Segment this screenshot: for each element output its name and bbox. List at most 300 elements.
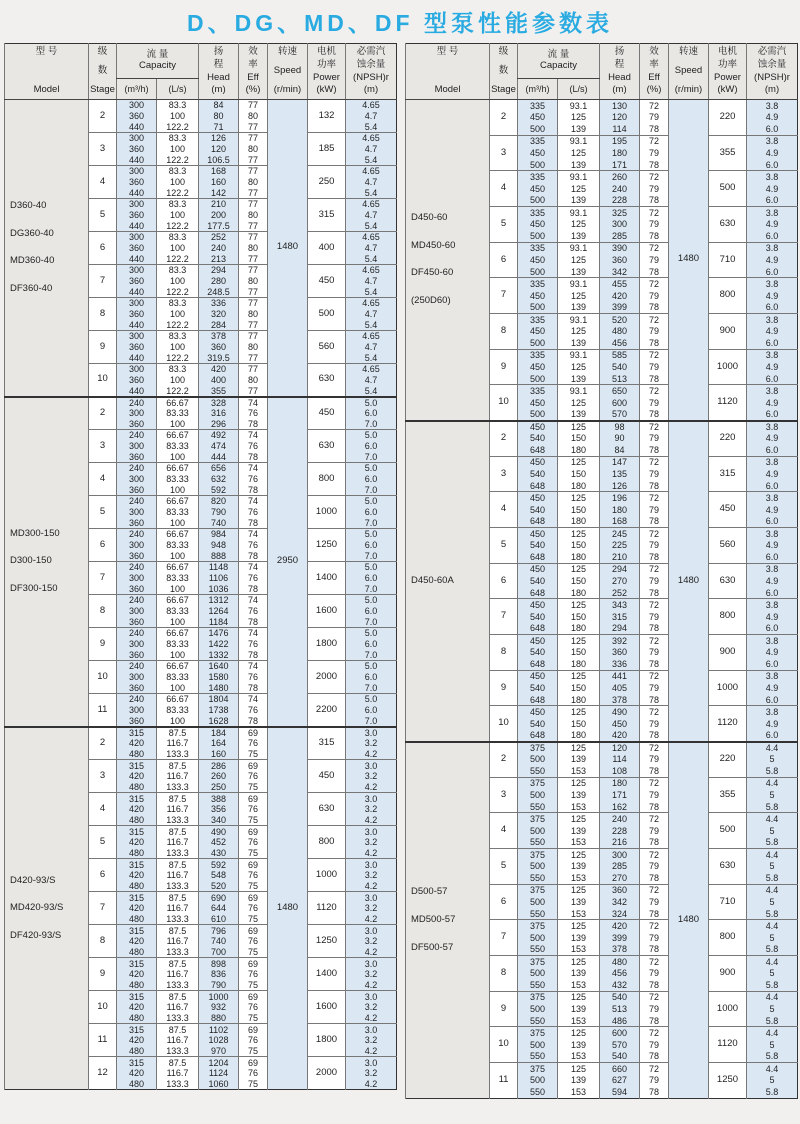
cell-flow-m3h: 450 bbox=[518, 147, 558, 159]
cell-flow-m3h: 648 bbox=[518, 623, 558, 635]
stage-cell: 9 bbox=[490, 991, 518, 1027]
pump-table-left bbox=[4, 43, 397, 1090]
cell-eff: 77 bbox=[239, 155, 268, 166]
cell-npsh: 6.0 bbox=[747, 409, 798, 421]
cell-eff: 76 bbox=[239, 738, 268, 749]
cell-npsh: 3.8 bbox=[747, 100, 798, 112]
cell-eff: 78 bbox=[640, 302, 669, 314]
cell-head: 570 bbox=[600, 409, 640, 421]
cell-npsh: 3.8 bbox=[747, 385, 798, 397]
cell-flow-ls: 122.2 bbox=[157, 188, 199, 199]
cell-eff: 75 bbox=[239, 1079, 268, 1090]
cell-eff: 78 bbox=[239, 716, 268, 727]
cell-flow-m3h: 360 bbox=[117, 210, 157, 221]
cell-flow-m3h: 480 bbox=[117, 980, 157, 991]
cell-head: 1476 bbox=[199, 628, 239, 639]
cell-eff: 78 bbox=[640, 337, 669, 349]
cell-npsh: 5.0 bbox=[346, 628, 397, 639]
cell-flow-m3h: 500 bbox=[518, 789, 558, 801]
cell-eff: 75 bbox=[239, 1046, 268, 1057]
cell-npsh: 5 bbox=[747, 861, 798, 873]
cell-npsh: 3.8 bbox=[747, 456, 798, 468]
cell-flow-m3h: 500 bbox=[518, 302, 558, 314]
cell-flow-ls: 100 bbox=[157, 210, 199, 221]
cell-head: 444 bbox=[199, 452, 239, 463]
cell-eff: 79 bbox=[640, 432, 669, 444]
power-cell: 1400 bbox=[308, 958, 346, 991]
stage-cell: 3 bbox=[490, 777, 518, 813]
cell-flow-m3h: 360 bbox=[117, 419, 157, 430]
cell-eff: 77 bbox=[239, 232, 268, 243]
cell-head: 548 bbox=[199, 870, 239, 881]
cell-npsh: 3.2 bbox=[346, 837, 397, 848]
cell-head: 888 bbox=[199, 551, 239, 562]
cell-npsh: 4.7 bbox=[346, 144, 397, 155]
cell-flow-ls: 116.7 bbox=[157, 1002, 199, 1013]
cell-head: 106.5 bbox=[199, 155, 239, 166]
cell-npsh: 3.2 bbox=[346, 870, 397, 881]
cell-eff: 74 bbox=[239, 463, 268, 474]
cell-flow-m3h: 315 bbox=[117, 925, 157, 936]
cell-flow-ls: 93.1 bbox=[558, 278, 600, 290]
cell-flow-m3h: 500 bbox=[518, 195, 558, 207]
cell-flow-m3h: 375 bbox=[518, 920, 558, 932]
cell-head: 342 bbox=[600, 266, 640, 278]
cell-eff: 80 bbox=[239, 144, 268, 155]
cell-npsh: 5.8 bbox=[747, 801, 798, 813]
cell-flow-m3h: 300 bbox=[117, 705, 157, 716]
stage-cell: 5 bbox=[490, 849, 518, 885]
cell-eff: 80 bbox=[239, 111, 268, 122]
cell-head: 948 bbox=[199, 540, 239, 551]
cell-eff: 72 bbox=[640, 100, 669, 112]
cell-eff: 72 bbox=[640, 421, 669, 433]
model-cell bbox=[406, 421, 490, 742]
cell-eff: 80 bbox=[239, 210, 268, 221]
cell-flow-m3h: 450 bbox=[518, 325, 558, 337]
cell-npsh: 7.0 bbox=[346, 584, 397, 595]
cell-flow-m3h: 335 bbox=[518, 349, 558, 361]
cell-flow-ls: 83.3 bbox=[157, 364, 199, 375]
cell-head: 594 bbox=[600, 1086, 640, 1098]
stage-cell: 5 bbox=[89, 496, 117, 529]
cell-npsh: 4.2 bbox=[346, 815, 397, 826]
cell-flow-m3h: 450 bbox=[518, 183, 558, 195]
cell-eff: 69 bbox=[239, 760, 268, 771]
cell-npsh: 5 bbox=[747, 1039, 798, 1051]
cell-head: 300 bbox=[600, 218, 640, 230]
cell-head: 420 bbox=[199, 364, 239, 375]
cell-eff: 72 bbox=[640, 207, 669, 219]
model-name: D420-93/S bbox=[10, 874, 56, 886]
cell-head: 98 bbox=[600, 421, 640, 433]
cell-eff: 72 bbox=[640, 171, 669, 183]
cell-flow-ls: 83.3 bbox=[157, 133, 199, 144]
cell-head: 252 bbox=[600, 587, 640, 599]
cell-flow-ls: 83.33 bbox=[157, 540, 199, 551]
stage-cell: 3 bbox=[490, 456, 518, 492]
cell-flow-m3h: 540 bbox=[518, 504, 558, 516]
cell-eff: 72 bbox=[640, 135, 669, 147]
cell-flow-ls: 133.3 bbox=[157, 1046, 199, 1057]
cell-flow-ls: 125 bbox=[558, 218, 600, 230]
cell-flow-ls: 87.5 bbox=[157, 826, 199, 837]
cell-head: 585 bbox=[600, 349, 640, 361]
cell-head: 456 bbox=[600, 968, 640, 980]
cell-flow-m3h: 240 bbox=[117, 661, 157, 672]
model-name: (250D60) bbox=[411, 294, 451, 306]
cell-npsh: 4.9 bbox=[747, 361, 798, 373]
cell-eff: 74 bbox=[239, 397, 268, 408]
cell-npsh: 4.9 bbox=[747, 290, 798, 302]
cell-npsh: 4.9 bbox=[747, 325, 798, 337]
cell-eff: 75 bbox=[239, 980, 268, 991]
cell-flow-m3h: 500 bbox=[518, 1003, 558, 1015]
cell-eff: 72 bbox=[640, 1027, 669, 1039]
cell-head: 400 bbox=[199, 375, 239, 386]
cell-flow-m3h: 420 bbox=[117, 1002, 157, 1013]
cell-eff: 78 bbox=[239, 650, 268, 661]
cell-head: 452 bbox=[199, 837, 239, 848]
cell-npsh: 4.65 bbox=[346, 331, 397, 342]
cell-flow-ls: 116.7 bbox=[157, 804, 199, 815]
cell-npsh: 3.8 bbox=[747, 278, 798, 290]
cell-head: 1204 bbox=[199, 1057, 239, 1068]
cell-flow-ls: 116.7 bbox=[157, 738, 199, 749]
cell-npsh: 6.0 bbox=[747, 230, 798, 242]
col-header-unit-ls: (L/s) bbox=[558, 78, 600, 99]
cell-eff: 78 bbox=[640, 944, 669, 956]
col-header-power: 电机 功率 Power (kW) bbox=[709, 44, 747, 100]
model-cell bbox=[406, 100, 490, 421]
cell-head: 135 bbox=[600, 468, 640, 480]
cell-flow-m3h: 375 bbox=[518, 956, 558, 968]
power-cell: 315 bbox=[709, 456, 747, 492]
cell-eff: 76 bbox=[239, 903, 268, 914]
cell-head: 1332 bbox=[199, 650, 239, 661]
cell-npsh: 3.2 bbox=[346, 1035, 397, 1046]
cell-npsh: 4.7 bbox=[346, 276, 397, 287]
cell-flow-ls: 116.7 bbox=[157, 870, 199, 881]
cell-flow-ls: 122.2 bbox=[157, 353, 199, 364]
cell-eff: 69 bbox=[239, 1057, 268, 1068]
cell-head: 700 bbox=[199, 947, 239, 958]
cell-flow-m3h: 420 bbox=[117, 1035, 157, 1046]
page-title: D、DG、MD、DF 型泵性能参数表 bbox=[187, 10, 613, 36]
stage-cell: 7 bbox=[490, 278, 518, 314]
cell-head: 356 bbox=[199, 804, 239, 815]
power-cell: 1000 bbox=[308, 496, 346, 529]
stage-cell: 5 bbox=[89, 199, 117, 232]
cell-head: 790 bbox=[199, 507, 239, 518]
cell-flow-ls: 125 bbox=[558, 563, 600, 575]
cell-eff: 77 bbox=[239, 265, 268, 276]
cell-eff: 76 bbox=[239, 936, 268, 947]
cell-eff: 79 bbox=[640, 183, 669, 195]
cell-flow-m3h: 450 bbox=[518, 254, 558, 266]
cell-npsh: 3.8 bbox=[747, 706, 798, 718]
stage-cell: 6 bbox=[490, 884, 518, 920]
cell-head: 84 bbox=[600, 444, 640, 456]
cell-eff: 78 bbox=[640, 872, 669, 884]
cell-head: 360 bbox=[600, 646, 640, 658]
cell-head: 480 bbox=[600, 956, 640, 968]
cell-flow-ls: 116.7 bbox=[157, 837, 199, 848]
cell-head: 90 bbox=[600, 432, 640, 444]
cell-flow-ls: 100 bbox=[157, 518, 199, 529]
cell-flow-m3h: 375 bbox=[518, 1063, 558, 1075]
cell-npsh: 5 bbox=[747, 932, 798, 944]
power-cell: 630 bbox=[308, 364, 346, 397]
cell-flow-ls: 122.2 bbox=[157, 386, 199, 397]
cell-head: 1264 bbox=[199, 606, 239, 617]
cell-flow-m3h: 540 bbox=[518, 575, 558, 587]
cell-flow-ls: 66.67 bbox=[157, 430, 199, 441]
cell-npsh: 4.9 bbox=[747, 646, 798, 658]
cell-eff: 79 bbox=[640, 753, 669, 765]
cell-npsh: 5 bbox=[747, 1003, 798, 1015]
cell-flow-m3h: 300 bbox=[117, 133, 157, 144]
cell-eff: 77 bbox=[239, 298, 268, 309]
cell-npsh: 4.9 bbox=[747, 218, 798, 230]
cell-flow-ls: 125 bbox=[558, 599, 600, 611]
power-cell: 500 bbox=[709, 171, 747, 207]
cell-flow-m3h: 360 bbox=[117, 617, 157, 628]
cell-head: 126 bbox=[199, 133, 239, 144]
cell-head: 108 bbox=[600, 765, 640, 777]
cell-flow-m3h: 540 bbox=[518, 432, 558, 444]
cell-head: 280 bbox=[199, 276, 239, 287]
cell-npsh: 5.8 bbox=[747, 765, 798, 777]
cell-head: 513 bbox=[600, 373, 640, 385]
cell-flow-m3h: 480 bbox=[117, 1079, 157, 1090]
cell-flow-m3h: 540 bbox=[518, 539, 558, 551]
stage-cell: 8 bbox=[89, 925, 117, 958]
cell-flow-m3h: 240 bbox=[117, 496, 157, 507]
cell-flow-m3h: 375 bbox=[518, 991, 558, 1003]
cell-flow-ls: 116.7 bbox=[157, 936, 199, 947]
stage-cell: 9 bbox=[490, 349, 518, 385]
stage-cell: 8 bbox=[490, 635, 518, 671]
cell-head: 1640 bbox=[199, 661, 239, 672]
cell-npsh: 3.0 bbox=[346, 760, 397, 771]
cell-flow-ls: 180 bbox=[558, 551, 600, 563]
cell-head: 656 bbox=[199, 463, 239, 474]
cell-eff: 78 bbox=[239, 419, 268, 430]
cell-npsh: 6.0 bbox=[346, 573, 397, 584]
power-cell: 315 bbox=[308, 199, 346, 232]
cell-npsh: 6.0 bbox=[747, 444, 798, 456]
cell-npsh: 4.65 bbox=[346, 232, 397, 243]
cell-npsh: 6.0 bbox=[747, 480, 798, 492]
power-cell: 800 bbox=[709, 278, 747, 314]
col-header-eff: 效 率 Eff (%) bbox=[239, 44, 268, 100]
stage-cell: 9 bbox=[89, 958, 117, 991]
cell-head: 932 bbox=[199, 1002, 239, 1013]
cell-eff: 76 bbox=[239, 705, 268, 716]
power-cell: 2000 bbox=[308, 661, 346, 694]
model-name: D500-57 bbox=[411, 886, 448, 898]
cell-flow-ls: 122.2 bbox=[157, 122, 199, 133]
cell-head: 180 bbox=[600, 147, 640, 159]
cell-head: 1028 bbox=[199, 1035, 239, 1046]
model-cell bbox=[5, 397, 89, 727]
cell-flow-ls: 125 bbox=[558, 325, 600, 337]
power-cell: 560 bbox=[308, 331, 346, 364]
cell-npsh: 3.8 bbox=[747, 242, 798, 254]
cell-flow-m3h: 550 bbox=[518, 979, 558, 991]
cell-eff: 75 bbox=[239, 782, 268, 793]
cell-eff: 72 bbox=[640, 385, 669, 397]
cell-flow-m3h: 300 bbox=[117, 474, 157, 485]
cell-eff: 74 bbox=[239, 595, 268, 606]
cell-npsh: 5.8 bbox=[747, 908, 798, 920]
model-cell bbox=[5, 100, 89, 397]
cell-flow-m3h: 480 bbox=[117, 914, 157, 925]
cell-head: 420 bbox=[600, 290, 640, 302]
cell-eff: 78 bbox=[640, 123, 669, 135]
power-cell: 630 bbox=[308, 430, 346, 463]
cell-flow-m3h: 500 bbox=[518, 373, 558, 385]
cell-head: 168 bbox=[199, 166, 239, 177]
cell-flow-ls: 83.3 bbox=[157, 232, 199, 243]
cell-flow-ls: 83.33 bbox=[157, 705, 199, 716]
cell-npsh: 5 bbox=[747, 1075, 798, 1087]
cell-eff: 78 bbox=[239, 452, 268, 463]
cell-head: 180 bbox=[600, 504, 640, 516]
cell-head: 740 bbox=[199, 936, 239, 947]
cell-eff: 80 bbox=[239, 375, 268, 386]
cell-flow-ls: 87.5 bbox=[157, 925, 199, 936]
cell-npsh: 4.2 bbox=[346, 914, 397, 925]
cell-eff: 69 bbox=[239, 793, 268, 804]
cell-head: 492 bbox=[199, 430, 239, 441]
cell-flow-ls: 139 bbox=[558, 409, 600, 421]
cell-flow-m3h: 450 bbox=[518, 492, 558, 504]
cell-flow-m3h: 375 bbox=[518, 1027, 558, 1039]
cell-eff: 79 bbox=[640, 968, 669, 980]
cell-flow-m3h: 300 bbox=[117, 265, 157, 276]
cell-eff: 80 bbox=[239, 177, 268, 188]
col-header-unit-ls: (L/s) bbox=[157, 78, 199, 99]
cell-flow-m3h: 420 bbox=[117, 837, 157, 848]
cell-flow-ls: 100 bbox=[157, 650, 199, 661]
cell-eff: 79 bbox=[640, 1003, 669, 1015]
cell-flow-m3h: 300 bbox=[117, 199, 157, 210]
cell-flow-m3h: 300 bbox=[117, 639, 157, 650]
cell-npsh: 6.0 bbox=[747, 516, 798, 528]
cell-flow-m3h: 550 bbox=[518, 801, 558, 813]
model-cell bbox=[406, 742, 490, 1099]
cell-head: 285 bbox=[600, 230, 640, 242]
cell-flow-ls: 125 bbox=[558, 456, 600, 468]
cell-head: 610 bbox=[199, 914, 239, 925]
cell-head: 390 bbox=[600, 242, 640, 254]
cell-flow-ls: 139 bbox=[558, 337, 600, 349]
cell-flow-ls: 133.3 bbox=[157, 1013, 199, 1024]
cell-npsh: 3.0 bbox=[346, 958, 397, 969]
cell-flow-m3h: 550 bbox=[518, 1015, 558, 1027]
stage-cell: 10 bbox=[89, 991, 117, 1024]
cell-npsh: 4.9 bbox=[747, 183, 798, 195]
cell-flow-ls: 87.5 bbox=[157, 727, 199, 738]
cell-npsh: 5.8 bbox=[747, 979, 798, 991]
cell-npsh: 4.9 bbox=[747, 539, 798, 551]
cell-npsh: 4.9 bbox=[747, 147, 798, 159]
cell-flow-m3h: 540 bbox=[518, 682, 558, 694]
cell-npsh: 3.8 bbox=[747, 492, 798, 504]
cell-npsh: 5.0 bbox=[346, 430, 397, 441]
cell-flow-ls: 100 bbox=[157, 485, 199, 496]
cell-head: 592 bbox=[199, 485, 239, 496]
cell-head: 378 bbox=[600, 694, 640, 706]
cell-flow-m3h: 550 bbox=[518, 908, 558, 920]
cell-eff: 78 bbox=[239, 485, 268, 496]
cell-head: 790 bbox=[199, 980, 239, 991]
cell-flow-ls: 139 bbox=[558, 1039, 600, 1051]
cell-npsh: 4.2 bbox=[346, 881, 397, 892]
cell-flow-m3h: 550 bbox=[518, 1051, 558, 1063]
cell-head: 480 bbox=[600, 325, 640, 337]
model-name: DG360-40 bbox=[10, 227, 54, 239]
cell-head: 455 bbox=[600, 278, 640, 290]
cell-head: 820 bbox=[199, 496, 239, 507]
cell-flow-m3h: 450 bbox=[518, 421, 558, 433]
cell-eff: 77 bbox=[239, 199, 268, 210]
cell-npsh: 4.7 bbox=[346, 210, 397, 221]
stage-cell: 3 bbox=[89, 133, 117, 166]
cell-eff: 77 bbox=[239, 353, 268, 364]
cell-npsh: 7.0 bbox=[346, 716, 397, 727]
stage-cell: 9 bbox=[89, 331, 117, 364]
power-cell: 450 bbox=[308, 265, 346, 298]
cell-eff: 72 bbox=[640, 242, 669, 254]
power-cell: 800 bbox=[308, 463, 346, 496]
cell-flow-ls: 125 bbox=[558, 147, 600, 159]
cell-flow-m3h: 375 bbox=[518, 884, 558, 896]
cell-head: 240 bbox=[600, 183, 640, 195]
cell-flow-m3h: 315 bbox=[117, 1057, 157, 1068]
cell-npsh: 7.0 bbox=[346, 452, 397, 463]
cell-eff: 74 bbox=[239, 694, 268, 705]
cell-flow-ls: 93.1 bbox=[558, 100, 600, 112]
cell-flow-ls: 139 bbox=[558, 753, 600, 765]
power-cell: 1120 bbox=[308, 892, 346, 925]
col-header-stage: 级 数 Stage bbox=[490, 44, 518, 100]
cell-flow-ls: 150 bbox=[558, 682, 600, 694]
stage-cell: 2 bbox=[89, 397, 117, 430]
cell-head: 240 bbox=[600, 813, 640, 825]
power-cell: 2200 bbox=[308, 694, 346, 727]
power-cell: 900 bbox=[709, 635, 747, 671]
cell-flow-m3h: 450 bbox=[518, 706, 558, 718]
cell-flow-m3h: 360 bbox=[117, 716, 157, 727]
cell-npsh: 6.0 bbox=[747, 373, 798, 385]
cell-npsh: 4.9 bbox=[747, 575, 798, 587]
cell-flow-ls: 125 bbox=[558, 528, 600, 540]
cell-npsh: 4.9 bbox=[747, 504, 798, 516]
cell-flow-ls: 87.5 bbox=[157, 760, 199, 771]
cell-npsh: 3.8 bbox=[747, 135, 798, 147]
power-cell: 1120 bbox=[709, 385, 747, 421]
cell-flow-ls: 125 bbox=[558, 884, 600, 896]
cell-flow-ls: 139 bbox=[558, 302, 600, 314]
cell-npsh: 5.4 bbox=[346, 320, 397, 331]
cell-head: 294 bbox=[600, 563, 640, 575]
cell-eff: 79 bbox=[640, 861, 669, 873]
cell-npsh: 4.2 bbox=[346, 947, 397, 958]
cell-flow-ls: 125 bbox=[558, 421, 600, 433]
